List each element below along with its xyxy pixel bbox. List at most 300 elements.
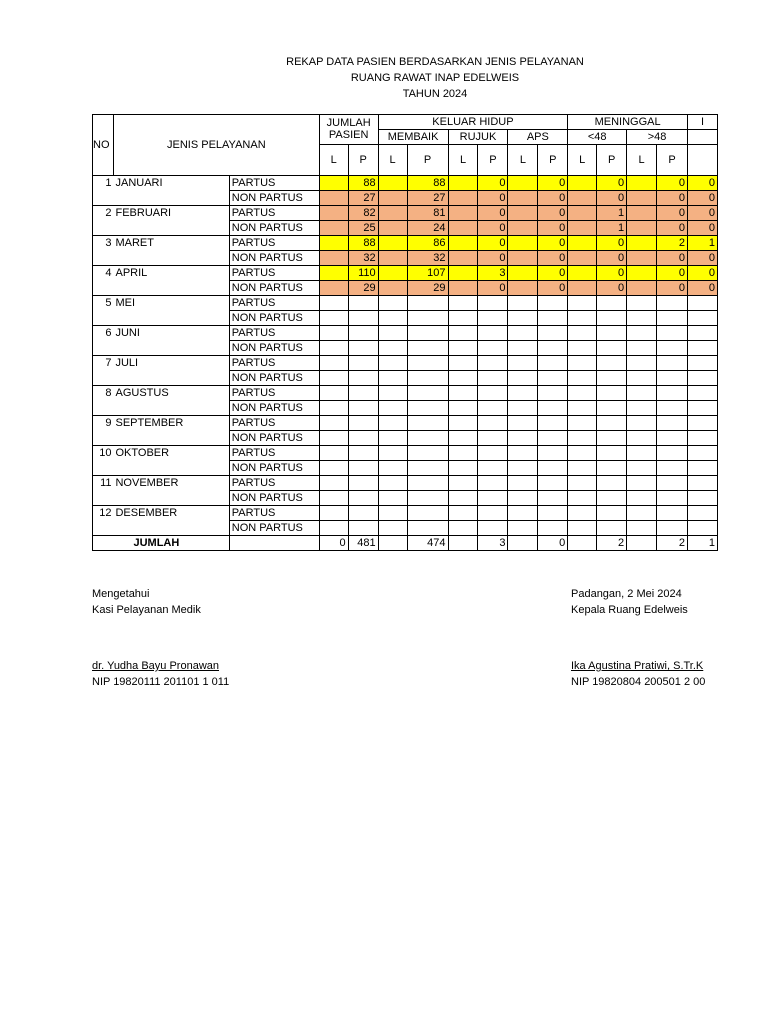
- row-value-cell: [627, 371, 657, 386]
- row-value-cell: 0: [657, 266, 688, 281]
- row-value-cell: [627, 266, 657, 281]
- row-value-cell: [657, 371, 688, 386]
- row-month: APRIL: [113, 266, 229, 281]
- row-value-cell: [538, 446, 568, 461]
- row-value-cell: [378, 416, 407, 431]
- row-month: JULI: [113, 356, 229, 371]
- row-value-cell: [538, 326, 568, 341]
- row-value-cell: [538, 371, 568, 386]
- row-value-cell: [687, 521, 717, 536]
- row-value-cell: 0: [478, 206, 508, 221]
- row-value-cell: [627, 356, 657, 371]
- row-value-cell: [538, 431, 568, 446]
- row-value-cell: 88: [348, 176, 378, 191]
- row-value-cell: [568, 386, 597, 401]
- row-service-type: PARTUS: [229, 326, 319, 341]
- row-value-cell: [378, 521, 407, 536]
- left-sign-space: [92, 618, 229, 658]
- row-no: [93, 311, 114, 326]
- row-no: [93, 341, 114, 356]
- row-value-cell: [568, 296, 597, 311]
- row-value-cell: [448, 371, 478, 386]
- table-row: [93, 266, 718, 281]
- row-no: [93, 221, 114, 236]
- row-value-cell: [407, 401, 448, 416]
- row-value-cell: [568, 326, 597, 341]
- row-value-cell: [568, 401, 597, 416]
- header-lt48: <48: [568, 130, 627, 145]
- row-value-cell: 0: [657, 251, 688, 266]
- row-value-cell: [508, 326, 538, 341]
- row-service-type: NON PARTUS: [229, 521, 319, 536]
- row-value-cell: [319, 401, 348, 416]
- row-value-cell: [597, 506, 627, 521]
- row-value-cell: [478, 521, 508, 536]
- left-signature-block: [92, 586, 229, 690]
- row-month: [113, 401, 229, 416]
- row-value-cell: [319, 326, 348, 341]
- row-value-cell: 0: [597, 251, 627, 266]
- row-service-type: PARTUS: [229, 206, 319, 221]
- row-value-cell: [657, 461, 688, 476]
- row-value-cell: [597, 296, 627, 311]
- header-jumlah-l: L: [319, 145, 348, 176]
- row-value-cell: 0: [597, 236, 627, 251]
- row-value-cell: [407, 521, 448, 536]
- row-value-cell: [319, 341, 348, 356]
- row-value-cell: [508, 461, 538, 476]
- row-value-cell: [448, 191, 478, 206]
- row-value-cell: [508, 206, 538, 221]
- row-month: DESEMBER: [113, 506, 229, 521]
- row-no: [93, 191, 114, 206]
- row-value-cell: [687, 326, 717, 341]
- row-value-cell: [597, 521, 627, 536]
- table-row: [93, 296, 718, 311]
- total-value-cell: [568, 536, 597, 551]
- header-rujuk-l: L: [448, 145, 478, 176]
- row-value-cell: [657, 386, 688, 401]
- row-value-cell: 0: [687, 206, 717, 221]
- row-value-cell: [627, 191, 657, 206]
- row-value-cell: [627, 176, 657, 191]
- row-value-cell: [687, 386, 717, 401]
- row-value-cell: [319, 446, 348, 461]
- row-value-cell: [478, 356, 508, 371]
- row-month: JANUARI: [113, 176, 229, 191]
- row-value-cell: [657, 356, 688, 371]
- table-row: [93, 371, 718, 386]
- table-row: [93, 521, 718, 536]
- row-value-cell: [448, 476, 478, 491]
- row-value-cell: [348, 461, 378, 476]
- row-no: [93, 251, 114, 266]
- header-rujuk: RUJUK: [448, 130, 508, 145]
- row-no: 8: [93, 386, 114, 401]
- header-aps: APS: [508, 130, 568, 145]
- row-value-cell: 0: [478, 221, 508, 236]
- row-value-cell: [508, 446, 538, 461]
- table-row: [93, 251, 718, 266]
- row-value-cell: [627, 326, 657, 341]
- row-value-cell: [597, 446, 627, 461]
- row-value-cell: [348, 506, 378, 521]
- patient-recap-table: [92, 114, 718, 551]
- row-value-cell: [568, 311, 597, 326]
- row-value-cell: [407, 356, 448, 371]
- table-row: [93, 491, 718, 506]
- row-month: [113, 431, 229, 446]
- row-value-cell: [448, 431, 478, 446]
- row-value-cell: [508, 341, 538, 356]
- row-value-cell: 0: [597, 176, 627, 191]
- row-value-cell: [319, 266, 348, 281]
- row-value-cell: [319, 371, 348, 386]
- row-value-cell: [407, 371, 448, 386]
- header-aps-l: L: [508, 145, 538, 176]
- row-no: [93, 371, 114, 386]
- row-value-cell: [687, 506, 717, 521]
- row-value-cell: [448, 341, 478, 356]
- row-service-type: NON PARTUS: [229, 491, 319, 506]
- row-value-cell: 0: [538, 221, 568, 236]
- row-value-cell: 0: [687, 281, 717, 296]
- row-value-cell: [448, 281, 478, 296]
- row-value-cell: [538, 416, 568, 431]
- row-value-cell: [407, 506, 448, 521]
- row-value-cell: [538, 506, 568, 521]
- row-service-type: PARTUS: [229, 266, 319, 281]
- row-service-type: PARTUS: [229, 176, 319, 191]
- row-value-cell: [597, 386, 627, 401]
- row-value-cell: [448, 506, 478, 521]
- row-value-cell: [687, 446, 717, 461]
- row-value-cell: [478, 446, 508, 461]
- row-value-cell: [508, 416, 538, 431]
- row-value-cell: [478, 386, 508, 401]
- total-value-cell: [448, 536, 478, 551]
- row-value-cell: [448, 491, 478, 506]
- row-value-cell: [657, 296, 688, 311]
- row-value-cell: [348, 401, 378, 416]
- header-membaik-l: L: [378, 145, 407, 176]
- table-row: [93, 401, 718, 416]
- row-value-cell: 29: [348, 281, 378, 296]
- row-value-cell: 1: [597, 206, 627, 221]
- right-signer-name: Ika Agustina Pratiwi, S.Tr.K: [571, 660, 704, 672]
- total-value-cell: 0: [319, 536, 348, 551]
- row-value-cell: [508, 476, 538, 491]
- row-value-cell: 0: [657, 191, 688, 206]
- row-value-cell: 0: [538, 251, 568, 266]
- row-value-cell: [378, 461, 407, 476]
- table-row: [93, 506, 718, 521]
- row-value-cell: 0: [657, 206, 688, 221]
- row-value-cell: [378, 386, 407, 401]
- row-value-cell: 27: [348, 191, 378, 206]
- row-service-type: NON PARTUS: [229, 191, 319, 206]
- row-value-cell: [319, 296, 348, 311]
- row-value-cell: 29: [407, 281, 448, 296]
- row-value-cell: [407, 296, 448, 311]
- row-no: 2: [93, 206, 114, 221]
- row-value-cell: [508, 221, 538, 236]
- row-value-cell: [627, 386, 657, 401]
- header-gt48: >48: [627, 130, 688, 145]
- row-value-cell: [378, 356, 407, 371]
- row-value-cell: [627, 251, 657, 266]
- table-row: [93, 221, 718, 236]
- header-no: NO: [93, 115, 114, 176]
- left-signer-name: dr. Yudha Bayu Pronawan: [92, 660, 220, 672]
- row-value-cell: [348, 491, 378, 506]
- row-value-cell: [597, 476, 627, 491]
- row-value-cell: 32: [407, 251, 448, 266]
- table-row: [93, 311, 718, 326]
- row-value-cell: [508, 281, 538, 296]
- row-value-cell: 88: [348, 236, 378, 251]
- table-row: [93, 446, 718, 461]
- row-service-type: NON PARTUS: [229, 281, 319, 296]
- row-value-cell: [478, 326, 508, 341]
- row-value-cell: [448, 386, 478, 401]
- row-value-cell: [687, 431, 717, 446]
- row-value-cell: [378, 266, 407, 281]
- row-value-cell: [508, 296, 538, 311]
- row-value-cell: [319, 251, 348, 266]
- row-value-cell: [478, 476, 508, 491]
- row-value-cell: [627, 341, 657, 356]
- row-value-cell: [657, 311, 688, 326]
- row-month: [113, 281, 229, 296]
- row-service-type: NON PARTUS: [229, 221, 319, 236]
- row-value-cell: [378, 341, 407, 356]
- row-no: 5: [93, 296, 114, 311]
- row-month: [113, 311, 229, 326]
- row-value-cell: [597, 371, 627, 386]
- row-value-cell: 25: [348, 221, 378, 236]
- total-row: [93, 536, 718, 551]
- row-value-cell: [319, 356, 348, 371]
- row-service-type: PARTUS: [229, 356, 319, 371]
- row-value-cell: [627, 296, 657, 311]
- row-value-cell: [448, 446, 478, 461]
- row-month: [113, 221, 229, 236]
- row-value-cell: [657, 431, 688, 446]
- right-signature-block: [571, 586, 718, 690]
- row-value-cell: [378, 296, 407, 311]
- row-value-cell: [538, 476, 568, 491]
- row-value-cell: [378, 326, 407, 341]
- row-month: [113, 251, 229, 266]
- row-value-cell: [538, 491, 568, 506]
- header-gt48-l: L: [627, 145, 657, 176]
- row-value-cell: [657, 476, 688, 491]
- row-value-cell: [319, 236, 348, 251]
- row-value-cell: [568, 371, 597, 386]
- right-sign-line2: Kepala Ruang Edelweis: [571, 604, 688, 616]
- row-value-cell: [538, 401, 568, 416]
- row-value-cell: [508, 356, 538, 371]
- header-membaik: MEMBAIK: [378, 130, 448, 145]
- row-value-cell: [687, 461, 717, 476]
- row-value-cell: 110: [348, 266, 378, 281]
- row-value-cell: [687, 311, 717, 326]
- total-value-cell: 2: [657, 536, 688, 551]
- row-month: MEI: [113, 296, 229, 311]
- row-month: JUNI: [113, 326, 229, 341]
- row-value-cell: [319, 506, 348, 521]
- row-value-cell: [568, 356, 597, 371]
- row-value-cell: [448, 236, 478, 251]
- row-value-cell: [378, 506, 407, 521]
- row-value-cell: [627, 281, 657, 296]
- row-value-cell: 0: [538, 191, 568, 206]
- row-value-cell: [687, 296, 717, 311]
- header-extra: I: [687, 115, 717, 130]
- row-value-cell: 0: [687, 176, 717, 191]
- row-value-cell: [538, 521, 568, 536]
- row-value-cell: [319, 491, 348, 506]
- row-value-cell: [407, 446, 448, 461]
- header-meninggal: MENINGGAL: [568, 115, 688, 130]
- row-service-type: NON PARTUS: [229, 341, 319, 356]
- row-value-cell: [508, 236, 538, 251]
- row-value-cell: [508, 371, 538, 386]
- row-value-cell: [657, 506, 688, 521]
- row-value-cell: [597, 461, 627, 476]
- row-value-cell: [627, 506, 657, 521]
- row-value-cell: [448, 251, 478, 266]
- row-value-cell: 0: [597, 281, 627, 296]
- row-value-cell: 1: [597, 221, 627, 236]
- row-value-cell: [508, 176, 538, 191]
- row-value-cell: 0: [478, 251, 508, 266]
- row-value-cell: [538, 461, 568, 476]
- row-value-cell: 107: [407, 266, 448, 281]
- report-title: REKAP DATA PASIEN BERDASARKAN JENIS PELAYANAN: [286, 56, 584, 68]
- row-value-cell: [448, 461, 478, 476]
- row-value-cell: 32: [348, 251, 378, 266]
- row-value-cell: [627, 236, 657, 251]
- row-no: 11: [93, 476, 114, 491]
- row-value-cell: [657, 341, 688, 356]
- row-value-cell: [627, 491, 657, 506]
- row-value-cell: [448, 221, 478, 236]
- row-value-cell: [597, 341, 627, 356]
- row-value-cell: [568, 491, 597, 506]
- header-keluar-hidup: KELUAR HIDUP: [378, 115, 568, 130]
- row-service-type: NON PARTUS: [229, 251, 319, 266]
- total-value-cell: 3: [478, 536, 508, 551]
- row-no: 4: [93, 266, 114, 281]
- header-extra-sub: [687, 130, 717, 145]
- row-value-cell: [627, 521, 657, 536]
- row-value-cell: [687, 371, 717, 386]
- right-sign-line1: Padangan, 2 Mei 2024: [571, 588, 682, 600]
- header-row-1: [93, 115, 718, 130]
- table-row: [93, 281, 718, 296]
- row-value-cell: [448, 521, 478, 536]
- row-value-cell: [319, 461, 348, 476]
- header-jumlah-p: P: [348, 145, 378, 176]
- row-value-cell: [597, 311, 627, 326]
- row-value-cell: 3: [478, 266, 508, 281]
- row-value-cell: 1: [687, 236, 717, 251]
- row-value-cell: 0: [538, 236, 568, 251]
- row-value-cell: [478, 416, 508, 431]
- row-month: MARET: [113, 236, 229, 251]
- row-no: [93, 461, 114, 476]
- row-value-cell: [508, 266, 538, 281]
- row-service-type: NON PARTUS: [229, 311, 319, 326]
- row-value-cell: [508, 506, 538, 521]
- total-value-cell: 0: [538, 536, 568, 551]
- row-service-type: PARTUS: [229, 386, 319, 401]
- right-signer-nip: NIP 19820804 200501 2 00: [571, 676, 706, 688]
- row-value-cell: [568, 431, 597, 446]
- row-value-cell: 0: [657, 281, 688, 296]
- row-value-cell: 0: [657, 221, 688, 236]
- table-row: [93, 341, 718, 356]
- row-value-cell: [448, 401, 478, 416]
- row-value-cell: [448, 176, 478, 191]
- header-aps-p: P: [538, 145, 568, 176]
- row-value-cell: [597, 431, 627, 446]
- row-value-cell: [407, 476, 448, 491]
- row-value-cell: [378, 446, 407, 461]
- table-row: [93, 191, 718, 206]
- header-pasien-text: PASIEN: [328, 129, 369, 141]
- row-value-cell: [568, 461, 597, 476]
- row-value-cell: [657, 326, 688, 341]
- row-value-cell: [378, 221, 407, 236]
- row-value-cell: [508, 251, 538, 266]
- row-value-cell: [627, 401, 657, 416]
- row-value-cell: [448, 326, 478, 341]
- row-service-type: NON PARTUS: [229, 401, 319, 416]
- row-value-cell: [378, 191, 407, 206]
- row-value-cell: 0: [687, 251, 717, 266]
- left-signer-nip: NIP 19820111 201101 1 011: [92, 676, 230, 688]
- row-value-cell: [478, 506, 508, 521]
- left-sign-line2: Kasi Pelayanan Medik: [92, 604, 201, 616]
- row-value-cell: 0: [597, 266, 627, 281]
- row-value-cell: [319, 311, 348, 326]
- row-value-cell: [378, 236, 407, 251]
- row-value-cell: [348, 356, 378, 371]
- row-value-cell: [627, 311, 657, 326]
- row-value-cell: [407, 491, 448, 506]
- row-value-cell: [568, 191, 597, 206]
- row-month: [113, 461, 229, 476]
- row-value-cell: 0: [538, 206, 568, 221]
- row-value-cell: [597, 401, 627, 416]
- row-value-cell: 0: [687, 266, 717, 281]
- right-sign-space: [571, 618, 718, 658]
- row-value-cell: 0: [478, 236, 508, 251]
- total-value-cell: 481: [348, 536, 378, 551]
- header-jenis-pelayanan: JENIS PELAYANAN: [113, 115, 319, 176]
- row-value-cell: 0: [538, 266, 568, 281]
- table-row: [93, 326, 718, 341]
- row-value-cell: [348, 446, 378, 461]
- row-value-cell: [568, 206, 597, 221]
- table-row: [93, 176, 718, 191]
- row-service-type: PARTUS: [229, 236, 319, 251]
- left-sign-line1: Mengetahui: [92, 588, 150, 600]
- table-row: [93, 206, 718, 221]
